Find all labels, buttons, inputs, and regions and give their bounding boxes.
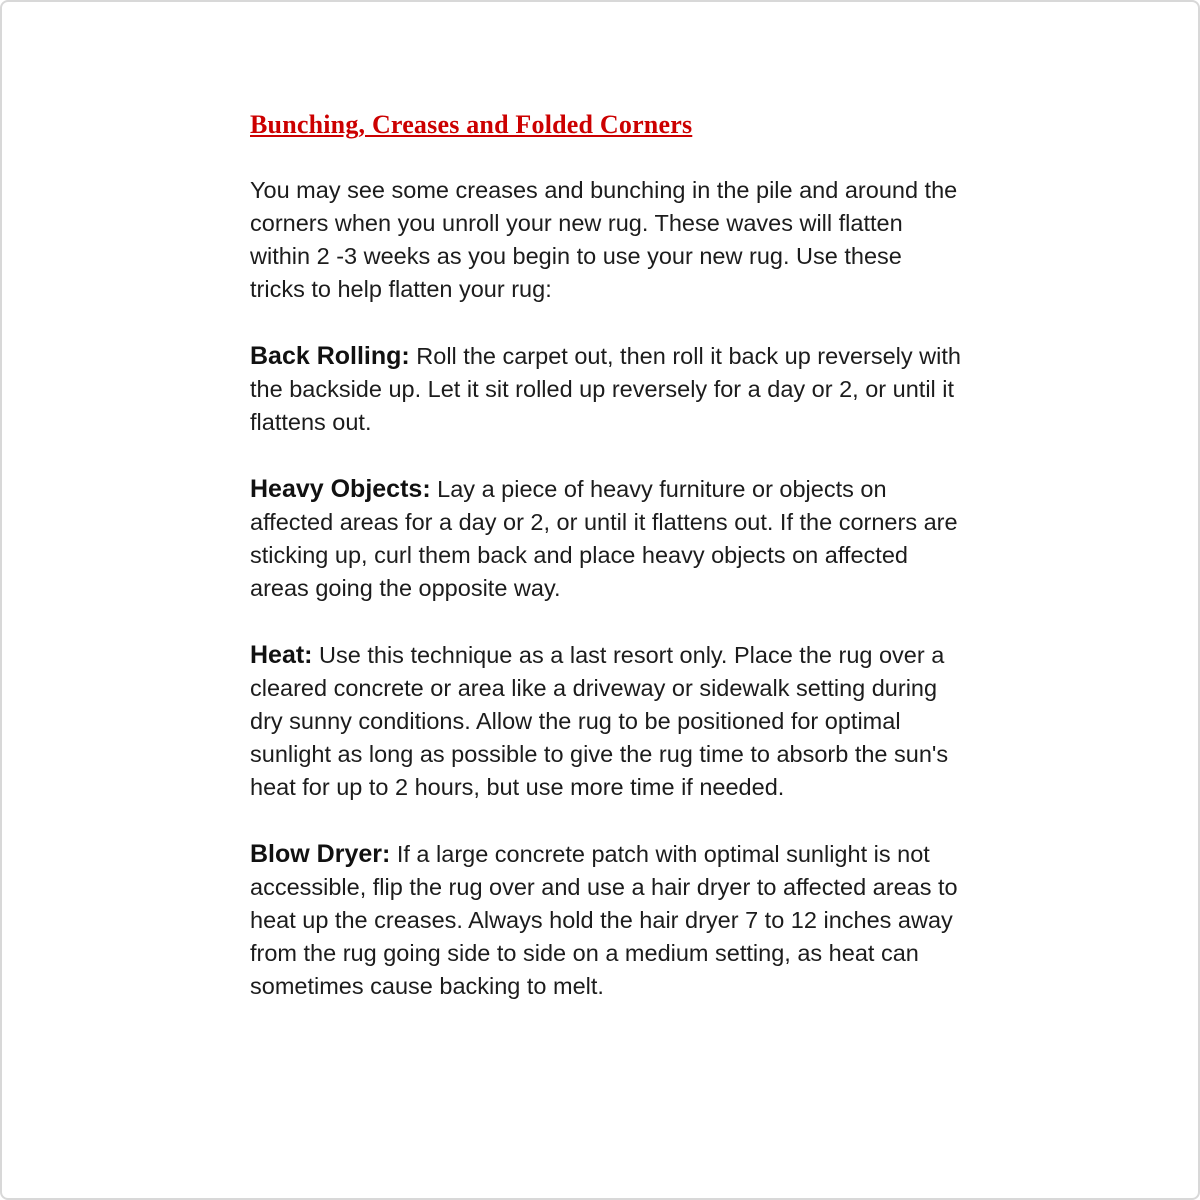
section-text-heavy-objects: Lay a piece of heavy furniture or objects on affected areas for a day or 2, or until it flattens out. If the corners are sticking up, curl them back and place heavy objects on affected areas going the opposite way. <box>250 476 958 601</box>
section-back-rolling <box>250 340 962 439</box>
document-heading: Bunching, Creases and Folded Corners <box>250 110 693 139</box>
section-text-blow-dryer: If a large concrete patch with optimal sunlight is not accessible, flip the rug over and use a hair dryer to affected areas to heat up the creases. Always hold the hair dryer 7 to 12 inches away from the rug going side to side on a medium setting, as heat can sometimes cause backing to melt. <box>250 841 958 999</box>
section-text-heat: Use this technique as a last resort only. Place the rug over a cleared concrete or area like a driveway or sidewalk setting during dry sunny conditions. Allow the rug to be positioned for optimal sunlight as long as possible to give the rug time to absorb the sun's heat for up to 2 hours, but use more time if needed. <box>250 642 949 800</box>
section-blow-dryer <box>250 838 962 1003</box>
section-label-back-rolling: Back Rolling: <box>250 342 410 370</box>
document-content <box>250 110 962 1037</box>
section-heat <box>250 639 962 804</box>
section-label-blow-dryer: Blow Dryer: <box>250 840 391 868</box>
intro-paragraph: You may see some creases and bunching in the pile and around the corners when you unroll your new rug. These waves will flatten within 2 -3 weeks as you begin to use your new rug. Use these tricks to help flatten your rug: <box>250 177 958 302</box>
section-label-heat: Heat: <box>250 641 313 669</box>
section-label-heavy-objects: Heavy Objects: <box>250 475 431 503</box>
section-text-back-rolling: Roll the carpet out, then roll it back up reversely with the backside up. Let it sit rolled up reversely for a day or 2, or until it flattens out. <box>250 343 961 435</box>
section-heavy-objects <box>250 473 962 605</box>
